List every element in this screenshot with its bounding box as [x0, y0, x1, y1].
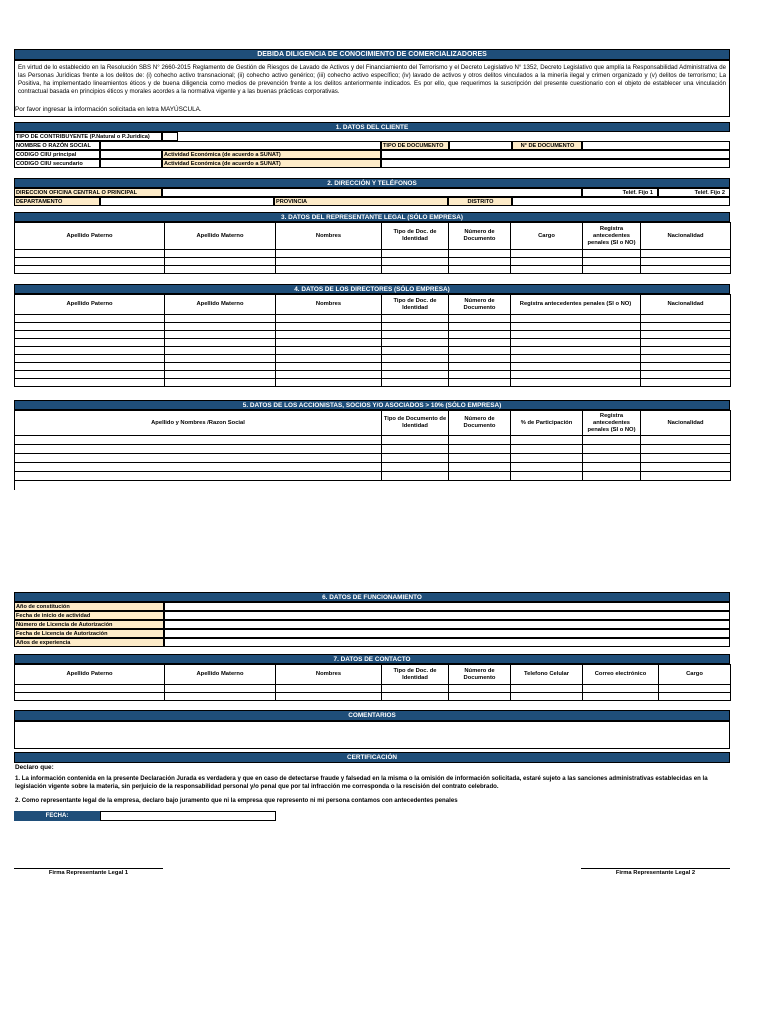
section-5-header: 5. DATOS DE LOS ACCIONISTAS, SOCIOS Y/O ASOCIADOS > 10% (SÓLO EMPRESA)	[14, 400, 730, 410]
table-row[interactable]	[15, 363, 731, 371]
table-row[interactable]	[15, 258, 731, 266]
table-header-row	[15, 665, 731, 685]
section-6-header: 6. DATOS DE FUNCIONAMIENTO	[14, 592, 730, 602]
table-row[interactable]	[15, 331, 731, 339]
col-nombres: Nombres	[276, 223, 382, 250]
col-participacion: % de Participación	[511, 411, 583, 436]
label-distrito: DISTRITO	[448, 197, 512, 206]
table-row[interactable]	[15, 266, 731, 274]
label-provincia: PROVINCIA	[274, 197, 448, 206]
col-tipo-doc: Tipo de Documento de Identidad	[382, 411, 449, 436]
representante-legal-table	[14, 222, 731, 274]
row-anios-experiencia	[14, 638, 730, 647]
col-antecedentes: Registra antecedentes penales (SI o NO)	[583, 223, 641, 250]
directores-table	[14, 294, 731, 387]
certificacion-item-2: 2. Como representante legal de la empresa, declaro bajo juramento que ni la empresa que represento ni mi persona contamos con antecedentes penales	[15, 797, 458, 804]
col-nacionalidad: Nacionalidad	[641, 411, 731, 436]
row-fecha-licencia	[14, 629, 730, 638]
col-nombres: Nombres	[276, 665, 382, 685]
label-anios-experiencia: Años de experiencia	[14, 638, 164, 647]
table-row[interactable]	[15, 436, 731, 445]
table-row[interactable]	[15, 379, 731, 387]
row-nombre	[14, 141, 730, 150]
table-row[interactable]	[15, 445, 731, 454]
row-ciiu-principal	[14, 150, 730, 159]
table-row[interactable]	[15, 693, 731, 701]
label-nombre: NOMBRE O RAZÓN SOCIAL	[14, 141, 100, 150]
label-fecha-inicio: Fecha de inicio de actividad	[14, 611, 164, 620]
table-row[interactable]	[15, 454, 731, 463]
label-tipo-contribuyente: TIPO DE CONTRIBUYENTE (P.Natural o P.Juridica)	[14, 132, 162, 141]
table-row[interactable]	[15, 371, 731, 379]
label-anio-constitucion: Año de constitución	[14, 602, 164, 611]
table-row[interactable]	[15, 472, 731, 481]
col-cargo: Cargo	[511, 223, 583, 250]
table-row[interactable]	[15, 323, 731, 331]
field-anio-constitucion[interactable]	[164, 602, 730, 611]
field-numero-licencia[interactable]	[164, 620, 730, 629]
field-ciiu-secundario[interactable]	[100, 159, 162, 168]
col-nro-doc: Número de Documento	[449, 665, 511, 685]
row-anio-constitucion	[14, 602, 730, 611]
col-apellido-paterno: Apellido Paterno	[15, 665, 165, 685]
col-apellido-paterno: Apellido Paterno	[15, 223, 165, 250]
table-row[interactable]	[15, 250, 731, 258]
table-row[interactable]	[15, 339, 731, 347]
table-header-row	[15, 411, 731, 436]
label-ciiu-principal: CODIGO CIIU principal	[14, 150, 100, 159]
label-actividad-2: Actividad Económica (de acuerdo a SUNAT)	[162, 159, 381, 168]
firma-2-label: Firma Representante Legal 2	[615, 870, 696, 876]
section-1-header: 1. DATOS DEL CLIENTE	[14, 122, 730, 132]
table-row[interactable]	[15, 347, 731, 355]
certificacion-item-1: 1. La información contenida en la presente Declaración Jurada es verdadera y que en caso de detectarse fraude y falsedad en la misma o la omisión de información solicitada, estaré sujeto a las sanciones administrativas establecidas en la legislación vigente sobre la materia, sin perjuicio de la responsabilidad personal y/o penal que por tal infracción me corresponda o la rescisión del contrato celebrado.	[15, 775, 708, 790]
table-edge-marker	[14, 480, 15, 490]
section-2-header: 2. DIRECCIÓN Y TELÉFONOS	[14, 178, 730, 188]
label-ciiu-secundario: CODIGO CIIU secundario	[14, 159, 100, 168]
row-fecha-inicio	[14, 611, 730, 620]
field-nombre[interactable]	[100, 141, 381, 150]
row-numero-licencia	[14, 620, 730, 629]
label-nro-documento: N° DE DOCUMENTO	[512, 141, 582, 150]
section-4-header: 4. DATOS DE LOS DIRECTORES (SÓLO EMPRESA)	[14, 284, 730, 294]
col-nacionalidad: Nacionalidad	[641, 223, 731, 250]
field-actividad-2[interactable]	[381, 159, 730, 168]
col-cargo: Cargo	[659, 665, 731, 685]
comentarios-textarea[interactable]	[14, 721, 730, 749]
firma-1-label: Firma Representante Legal 1	[48, 870, 129, 876]
field-direccion[interactable]	[162, 188, 582, 197]
col-correo: Correo electrónico	[583, 665, 659, 685]
fecha-input[interactable]	[100, 811, 276, 821]
firma-2-line	[581, 868, 730, 869]
col-apellido-materno: Apellido Materno	[165, 223, 276, 250]
col-nro-doc: Número de Documento	[449, 295, 511, 315]
label-tipo-documento: TIPO DE DOCUMENTO	[381, 141, 449, 150]
row-ubicacion	[14, 197, 730, 206]
declaro-que: Declaro que:	[15, 764, 54, 771]
col-nro-doc: Número de Documento	[449, 223, 511, 250]
table-row[interactable]	[15, 463, 731, 472]
section-3-header: 3. DATOS DEL REPRESENTANTE LEGAL (SÓLO EMPRESA)	[14, 212, 730, 222]
firma-1-line	[14, 868, 163, 869]
field-nro-documento[interactable]	[582, 141, 730, 150]
section-7-header: 7. DATOS DE CONTACTO	[14, 654, 730, 664]
field-actividad-1[interactable]	[381, 150, 730, 159]
col-tipo-doc: Tipo de Doc. de Identidad	[382, 295, 449, 315]
form-title: DEBIDA DILIGENCIA DE CONOCIMIENTO DE COMERCIALIZADORES	[14, 49, 730, 60]
col-nombres: Nombres	[276, 295, 382, 315]
label-fecha-licencia: Fecha de Licencia de Autorización	[14, 629, 164, 638]
col-tipo-doc: Tipo de Doc. de Identidad	[382, 223, 449, 250]
label-telf2: Teléf. Fijo 2	[658, 188, 730, 197]
field-tipo-documento[interactable]	[449, 141, 512, 150]
field-anios-experiencia[interactable]	[164, 638, 730, 647]
col-apellido-paterno: Apellido Paterno	[15, 295, 165, 315]
col-celular: Telefono Celular	[511, 665, 583, 685]
row-tipo-contribuyente	[14, 132, 730, 141]
table-header-row	[15, 295, 731, 315]
label-numero-licencia: Número de Licencia de Autorización	[14, 620, 164, 629]
label-telf1: Teléf. Fijo 1	[582, 188, 658, 197]
certificacion-header: CERTIFICACIÓN	[14, 752, 730, 763]
table-row[interactable]	[15, 685, 731, 693]
row-ciiu-secundario	[14, 159, 730, 168]
comentarios-header: COMENTARIOS	[14, 710, 730, 721]
col-nombre-razon-social: Apellido y Nombres /Razon Social	[15, 411, 382, 436]
field-tipo-contribuyente[interactable]	[162, 132, 178, 141]
field-departamento[interactable]	[100, 197, 274, 206]
col-apellido-materno: Apellido Materno	[165, 665, 276, 685]
col-antecedentes: Registra antecedentes penales (SI o NO)	[583, 411, 641, 436]
fecha-label: FECHA:	[14, 811, 100, 821]
table-row[interactable]	[15, 355, 731, 363]
intro-paragraph: En virtud de lo establecido en la Resolución SBS N° 2660-2015 Reglamento de Gestión de Riesgos de Lavado de Activos y del Financiamiento del Terrorismo y el Decreto Legislativo N° 1352, Decreto Legislativo que amplía la Responsabilidad Administrativa de las Personas Jurídicas frente a los delitos de: (i) cohecho activo transnacional; (ii) cohecho activo genérico; (iii) cohecho activo específico; (iv) lavado de activos y otros delitos vinculados a la minería ilegal y crimen organizado y (v) delitos de terrorismo; La Positiva, ha implementado lineamientos éticos y de buena diligencia como medios de prevención frente a los delitos anteriormente indicados. Es por ello, que requerimos la suscripción del presente cuestionario con el objeto de establecer una vinculación contractual basada en principios éticos y morales acordes a la normativa vigente y a las buenas prácticas corporativas.	[18, 64, 726, 95]
field-fecha-inicio[interactable]	[164, 611, 730, 620]
field-distrito[interactable]	[512, 197, 730, 206]
field-ciiu-principal[interactable]	[100, 150, 162, 159]
row-direccion	[14, 188, 730, 197]
table-row[interactable]	[15, 315, 731, 323]
instruction-text: Por favor ingresar la información solicitada en letra MAYÚSCULA.	[15, 106, 202, 113]
field-fecha-licencia[interactable]	[164, 629, 730, 638]
label-actividad-1: Actividad Económica (de acuerdo a SUNAT)	[162, 150, 381, 159]
table-header-row	[15, 223, 731, 250]
col-nacionalidad: Nacionalidad	[641, 295, 731, 315]
accionistas-table	[14, 410, 731, 481]
label-departamento: DEPARTAMENTO	[14, 197, 100, 206]
contacto-table	[14, 664, 731, 701]
col-apellido-materno: Apellido Materno	[165, 295, 276, 315]
label-direccion: DIRECCION OFICINA CENTRAL O PRINCIPAL	[14, 188, 162, 197]
col-antecedentes: Registra antecedentes penales (SI o NO)	[511, 295, 641, 315]
col-nro-doc: Número de Documento	[449, 411, 511, 436]
col-tipo-doc: Tipo de Doc. de Identidad	[382, 665, 449, 685]
